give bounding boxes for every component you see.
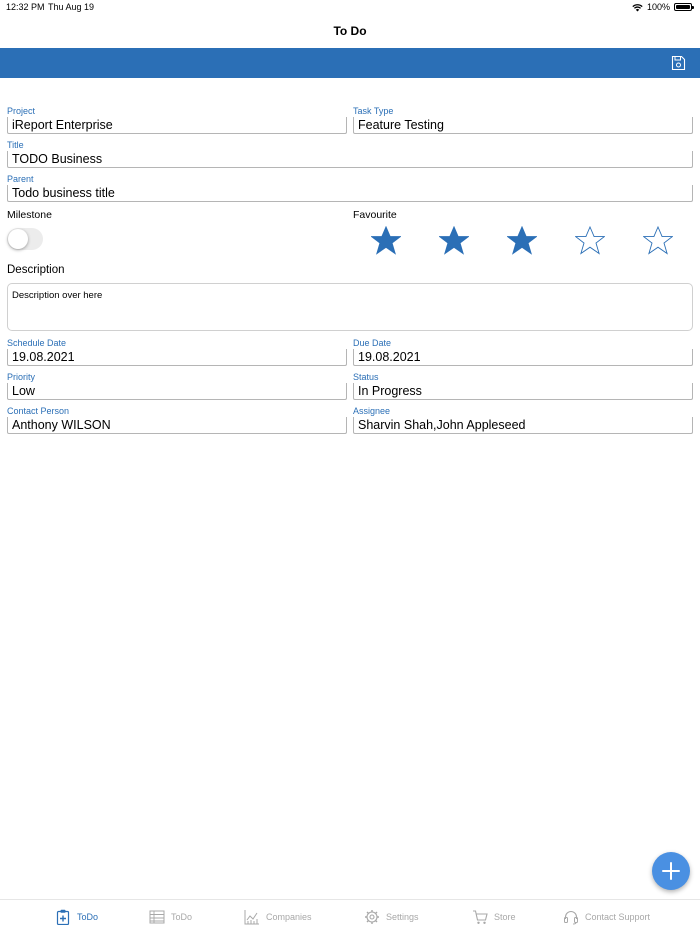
status-input[interactable]: In Progress: [353, 383, 693, 400]
tab-todo-list[interactable]: [149, 909, 192, 925]
battery-icon: [674, 3, 692, 11]
status-bar: [0, 0, 700, 16]
project-input[interactable]: iReport Enterprise: [7, 117, 347, 134]
battery-percent: 100%: [646, 2, 670, 12]
tab-companies[interactable]: [244, 909, 312, 925]
parent-field: [7, 174, 693, 202]
tab-todo-form[interactable]: [55, 909, 98, 925]
assignee-label: Assignee: [353, 406, 391, 416]
tab-label: Settings: [386, 912, 419, 922]
star-empty-icon[interactable]: [643, 226, 673, 256]
headset-icon: [563, 909, 579, 925]
chart-icon: [244, 909, 260, 925]
priority-label: Priority: [7, 372, 36, 382]
status-field: [353, 372, 693, 400]
add-button[interactable]: [652, 852, 690, 890]
status-label: Status: [353, 372, 379, 382]
star-empty-icon[interactable]: [575, 226, 605, 256]
tab-label: Store: [494, 912, 516, 922]
tab-store[interactable]: [472, 909, 516, 925]
due-date-label: Due Date: [353, 338, 392, 348]
tab-label: Companies: [266, 912, 312, 922]
cart-icon: [472, 909, 488, 925]
toolbar: [0, 48, 700, 78]
page-title: To Do: [333, 24, 367, 38]
table-icon: [149, 909, 165, 925]
wifi-icon: [632, 3, 643, 12]
contact-person-label: Contact Person: [7, 406, 70, 416]
schedule-date-field: [7, 338, 347, 366]
schedule-date-label: Schedule Date: [7, 338, 67, 348]
parent-input[interactable]: Todo business title: [7, 185, 693, 202]
contact-person-field: [7, 406, 347, 434]
save-icon[interactable]: [670, 55, 686, 71]
milestone-toggle[interactable]: [7, 228, 43, 250]
clipboard-icon: [55, 909, 71, 925]
project-label: Project: [7, 106, 36, 116]
task-type-input[interactable]: Feature Testing: [353, 117, 693, 134]
status-right: [632, 2, 692, 12]
description-label: Description: [7, 264, 65, 276]
priority-field: [7, 372, 347, 400]
status-time: 12:32 PM: [6, 2, 45, 12]
star-filled-icon[interactable]: [371, 226, 401, 256]
parent-label: Parent: [7, 174, 34, 184]
due-date-input[interactable]: 19.08.2021: [353, 349, 693, 366]
priority-input[interactable]: Low: [7, 383, 347, 400]
task-type-field: [353, 106, 693, 134]
contact-person-input[interactable]: Anthony WILSON: [7, 417, 347, 434]
assignee-field: [353, 406, 693, 434]
milestone-label: Milestone: [7, 209, 52, 221]
toggle-knob: [8, 229, 28, 249]
star-filled-icon[interactable]: [507, 226, 537, 256]
tab-contact-support[interactable]: [563, 909, 650, 925]
title-label: Title: [7, 140, 24, 150]
task-type-label: Task Type: [353, 106, 394, 116]
tab-label: Contact Support: [585, 912, 651, 922]
assignee-input[interactable]: Sharvin Shah,John Appleseed: [353, 417, 693, 434]
title-input[interactable]: TODO Business: [7, 151, 693, 168]
status-date: Thu Aug 19: [48, 2, 95, 12]
project-field: [7, 106, 347, 134]
due-date-field: [353, 338, 693, 366]
favourite-label: Favourite: [353, 209, 397, 221]
description-input[interactable]: Description over here: [7, 283, 693, 331]
gear-icon: [364, 909, 380, 925]
tab-settings[interactable]: [364, 909, 419, 925]
schedule-date-input[interactable]: 19.08.2021: [7, 349, 347, 366]
tab-label: ToDo: [171, 912, 193, 922]
tab-label: ToDo: [77, 912, 99, 922]
star-filled-icon[interactable]: [439, 226, 469, 256]
title-field: [7, 140, 693, 168]
plus-icon: [652, 852, 690, 890]
battery-level: [676, 5, 690, 9]
tab-bar: [0, 899, 700, 934]
